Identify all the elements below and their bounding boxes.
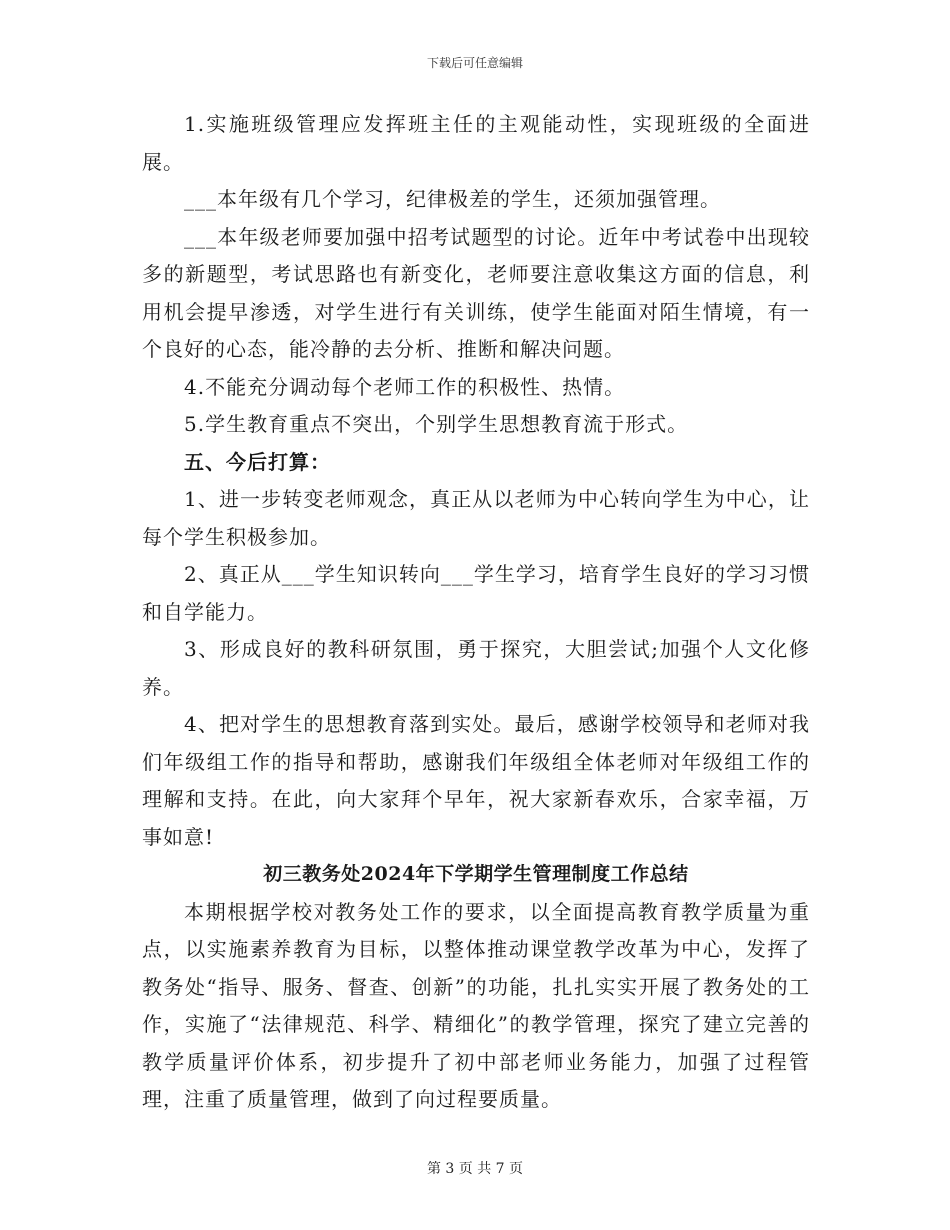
document-body xyxy=(142,106,810,1119)
paragraph-exam-research: ___本年级老师要加强中招考试题型的讨论。近年中考试卷中出现较多的新题型，考试思路也有新变化，老师要注意收集这方面的信息，利用机会提早渗透，对学生进行有关训练，使学生能面对陌生情境，有一个良好的心态，能冷静的去分析、推断和解决问题。 xyxy=(142,224,810,361)
plan-item-3: 3、形成良好的教科研氛围，勇于探究，大胆尝试;加强个人文化修养。 xyxy=(142,637,810,699)
paragraph-teacher-motivation: 4.不能充分调动每个老师工作的积极性、热情。 xyxy=(184,374,626,399)
section-heading-future-plans: 五、今后打算： xyxy=(184,449,331,474)
header-note: 下载后可任意编辑 xyxy=(426,56,523,70)
plan-item-4: 4、把对学生的思想教育落到实处。最后，感谢学校领导和老师对我们年级组工作的指导和帮助，感谢我们年级组全体老师对年级组工作的理解和支持。在此，向大家拜个早年，祝大家新春欢乐，合家幸福，万事如意! xyxy=(142,712,810,849)
plan-item-2: 2、真正从___学生知识转向___学生学习，培育学生良好的学习习惯和自学能力。 xyxy=(142,562,810,624)
plan-item-1: 1、进一步转变老师观念，真正从以老师为中心转向学生为中心，让每个学生积极参加。 xyxy=(142,487,810,549)
paragraph-discipline: ___本年级有几个学习，纪律极差的学生，还须加强管理。 xyxy=(184,187,721,211)
page-number: 第 3 页 共 7 页 xyxy=(426,1161,524,1177)
paragraph-class-management: 1.实施班级管理应发挥班主任的主观能动性，实现班级的全面进展。 xyxy=(142,112,810,174)
document-title: 初三教务处2024年下学期学生管理制度工作总结 xyxy=(263,863,689,885)
paragraph-student-education: 5.学生教育重点不突出，个别学生思想教育流于形式。 xyxy=(184,412,689,436)
paragraph-summary: 本期根据学校对教务处工作的要求，以全面提高教育教学质量为重点，以实施素养教育为目标，以整体推动课堂教学改革为中心，发挥了教务处“指导、服务、督查、创新”的功能，扎扎实实开展了教务处的工作，实施了“法律规范、科学、精细化”的教学管理，探究了建立完善的教学质量评价体系，初步提升了初中部老师业务能力，加强了过程管理，注重了质量管理，做到了向过程要质量。 xyxy=(142,899,810,1111)
